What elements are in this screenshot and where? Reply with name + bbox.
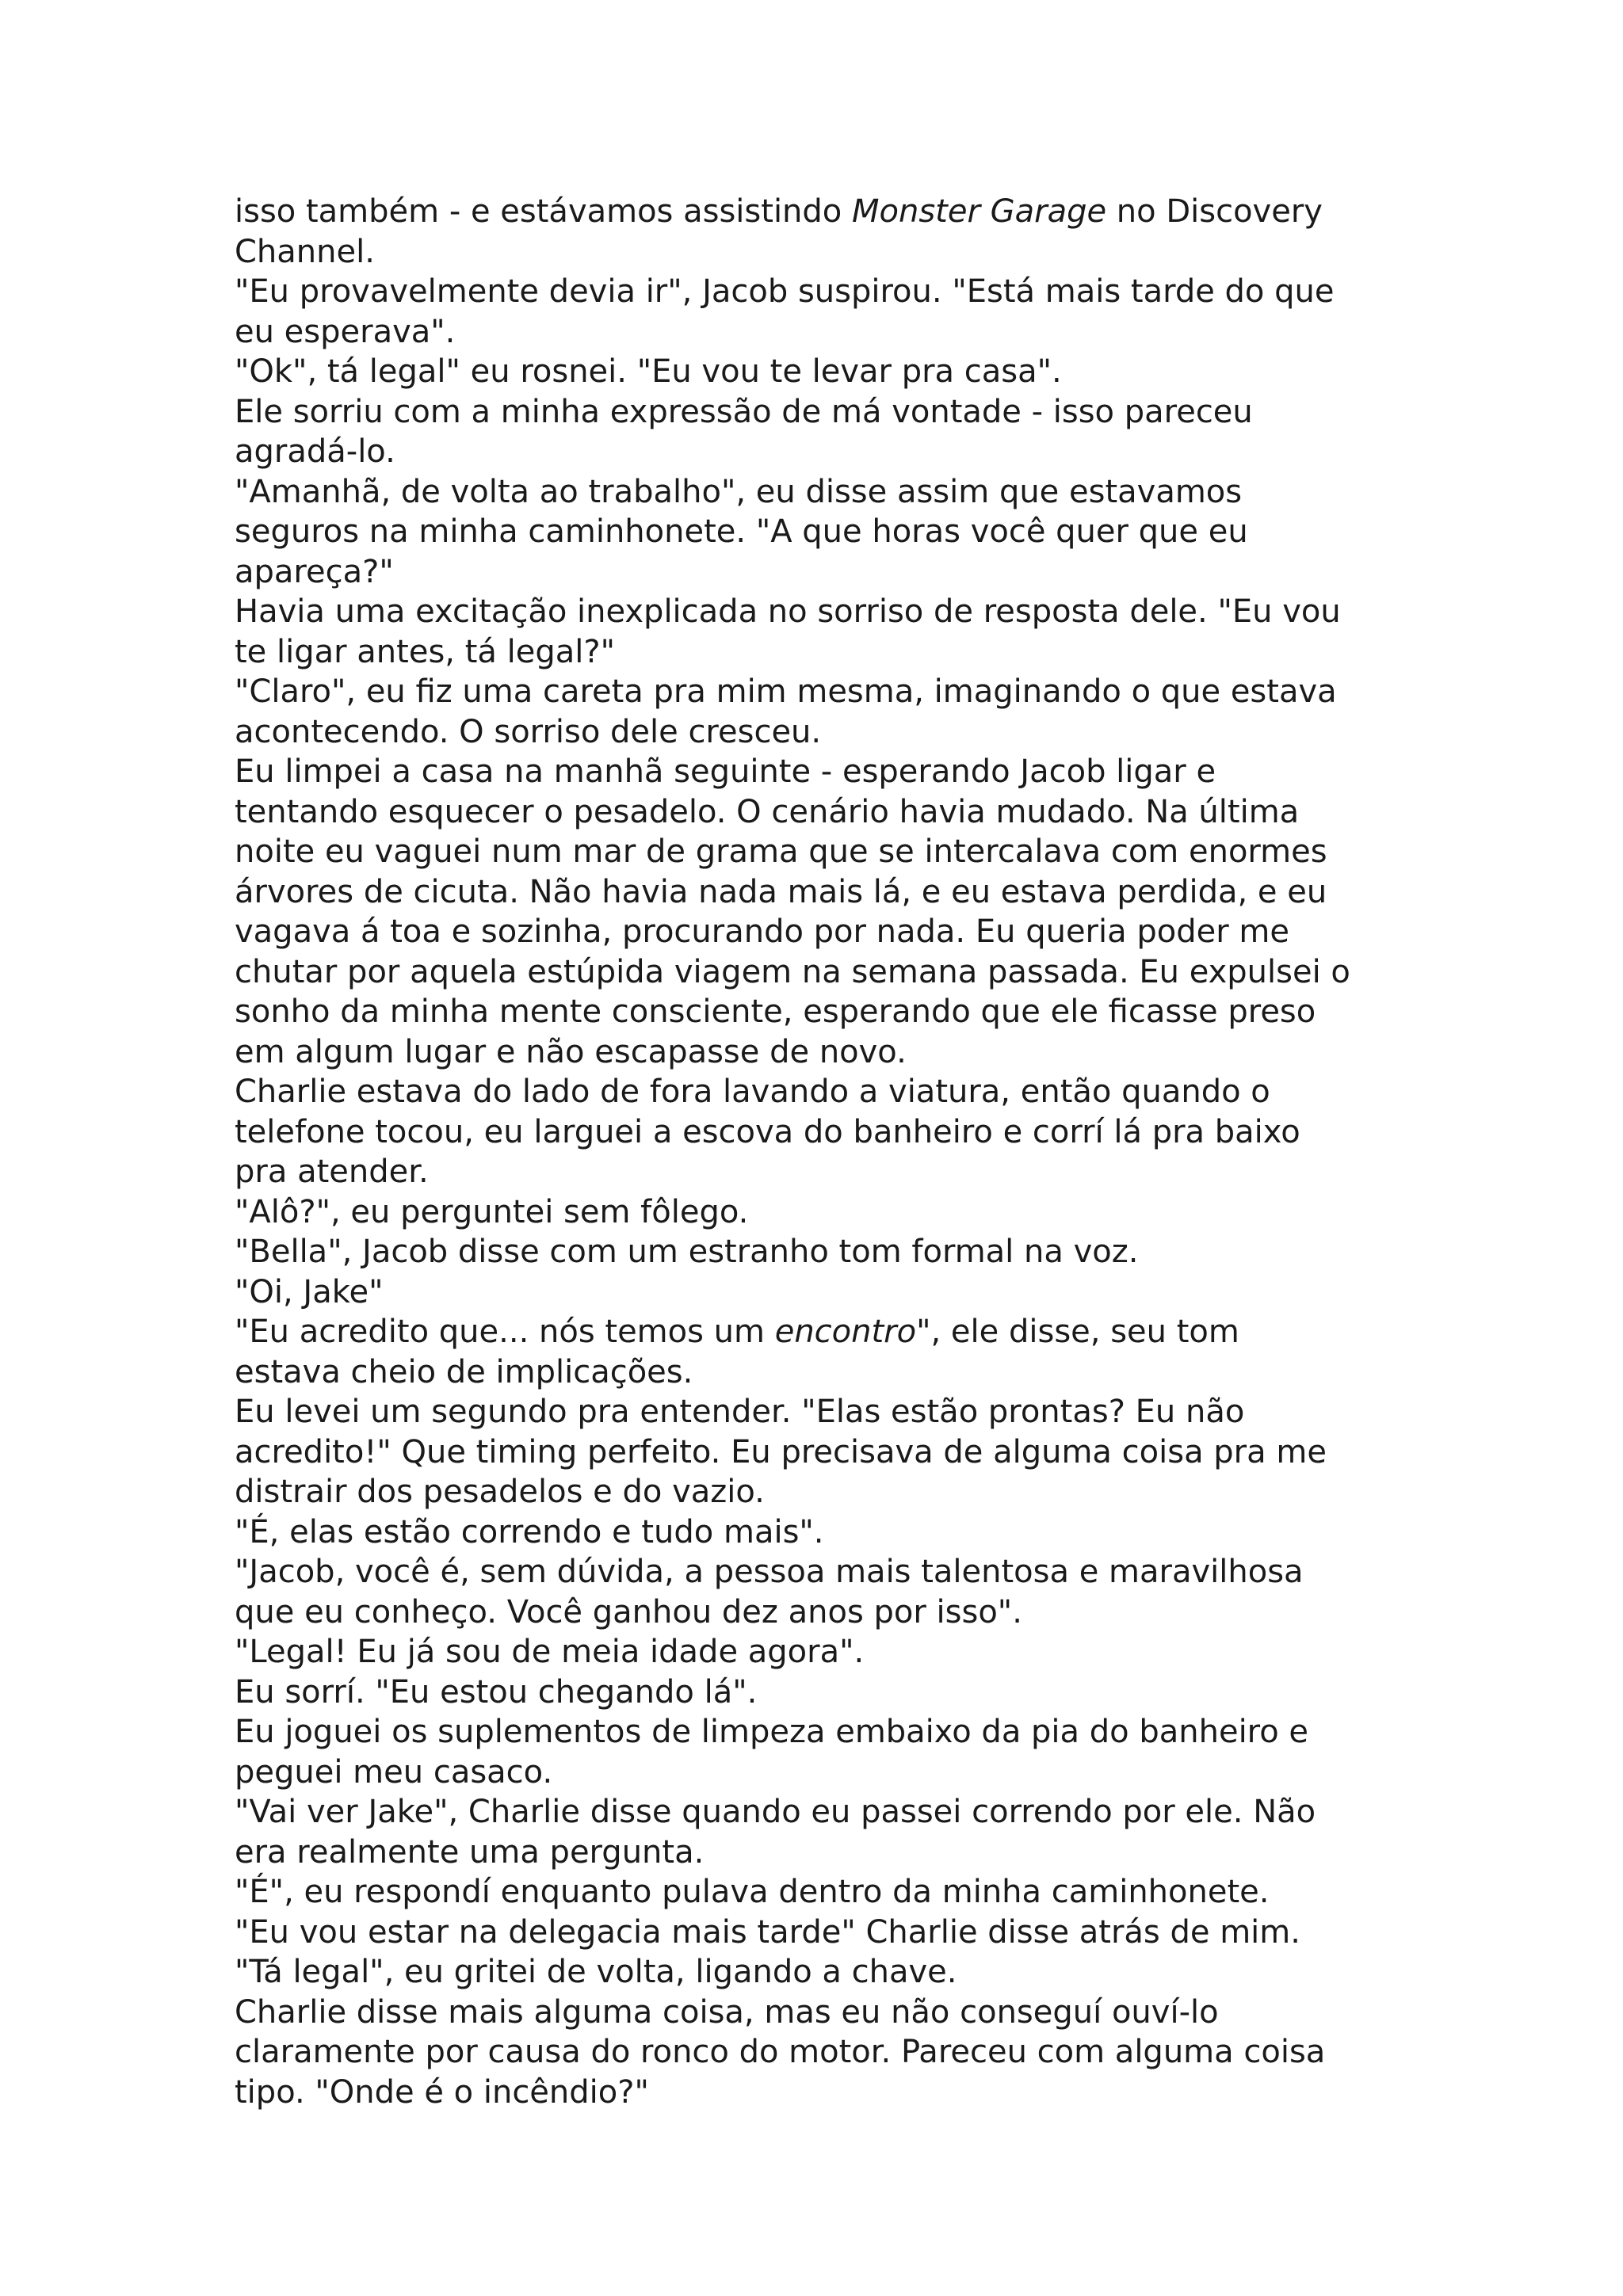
text-segment: peguei meu casaco.: [235, 1753, 553, 1791]
text-segment: acontecendo. O sorriso dele cresceu.: [235, 713, 822, 750]
text-segment: era realmente uma pergunta.: [235, 1833, 705, 1871]
text-segment: pra atender.: [235, 1154, 429, 1190]
text-line: [235, 1432, 1423, 1473]
text-segment: isso também - e estávamos assistindo: [235, 193, 852, 230]
text-segment: acredito!" Que timing perfeito. Eu precisava de alguma coisa pra me: [235, 1433, 1327, 1470]
text-line: [235, 1392, 1423, 1432]
text-line: [235, 272, 1423, 312]
text-segment: noite eu vaguei num mar de grama que se intercalava com enormes: [235, 833, 1327, 870]
text-segment: Eu limpei a casa na manhã seguinte - esperando Jacob ligar e: [235, 753, 1216, 790]
text-line: [235, 1072, 1423, 1112]
text-line: [235, 1232, 1423, 1272]
text-line: [235, 1512, 1423, 1553]
text-line: [235, 952, 1423, 993]
text-segment: Charlie disse mais alguma coisa, mas eu não conseguí ouví-lo: [235, 1993, 1219, 2031]
text-line: [235, 1913, 1423, 1953]
text-segment: Eu levei um segundo pra entender. "Elas estão prontas? Eu não: [235, 1394, 1245, 1430]
text-segment: Eu sorrí. "Eu estou chegando lá".: [235, 1673, 758, 1711]
text-line: [235, 1712, 1423, 1753]
text-line: [235, 832, 1423, 872]
text-line: [235, 1192, 1423, 1233]
text-segment: "Legal! Eu já sou de meia idade agora".: [235, 1634, 865, 1670]
text-line: [235, 992, 1423, 1032]
text-line: [235, 872, 1423, 913]
text-segment: tentando esquecer o pesadelo. O cenário havia mudado. Na última: [235, 793, 1300, 830]
text-segment: claramente por causa do ronco do motor. Pareceu com alguma coisa: [235, 2034, 1326, 2070]
text-segment: "Amanhã, de volta ao trabalho", eu disse assim que estavamos: [235, 473, 1243, 510]
text-segment: telefone tocou, eu larguei a escova do banheiro e corrí lá pra baixo: [235, 1113, 1300, 1150]
text-line: [235, 352, 1423, 392]
text-line: [235, 912, 1423, 952]
text-segment: te ligar antes, tá legal?": [235, 633, 615, 670]
text-segment: "Eu acredito que... nós temos um: [235, 1314, 775, 1350]
text-line: [235, 472, 1423, 513]
text-segment: estava cheio de implicações.: [235, 1353, 693, 1390]
text-line: [235, 1792, 1423, 1833]
text-line: [235, 1672, 1423, 1713]
text-line: [235, 632, 1423, 673]
text-line: [235, 1272, 1423, 1313]
text-line: [235, 1472, 1423, 1512]
text-segment: "É", eu respondí enquanto pulava dentro da minha caminhonete.: [235, 1874, 1270, 1910]
text-segment: ", ele disse, seu tom: [916, 1314, 1239, 1350]
text-segment: agradá-lo.: [235, 433, 395, 470]
text-segment: "É, elas estão correndo e tudo mais".: [235, 1513, 824, 1550]
text-line: [235, 1312, 1423, 1352]
text-segment: eu esperava".: [235, 313, 456, 350]
text-line: [235, 1032, 1423, 1073]
text-line: [235, 1632, 1423, 1672]
text-segment: "Ok", tá legal" eu rosnei. "Eu vou te levar pra casa".: [235, 353, 1062, 390]
text-line: [235, 792, 1423, 833]
text-segment: Eu joguei os suplementos de limpeza embaixo da pia do banheiro e: [235, 1714, 1309, 1750]
text-segment: "Jacob, você é, sem dúvida, a pessoa mais talentosa e maravilhosa: [235, 1554, 1304, 1590]
text-line: [235, 312, 1423, 353]
text-line: [235, 712, 1423, 753]
text-segment: vagava á toa e sozinha, procurando por nada. Eu queria poder me: [235, 913, 1289, 950]
text-segment: seguros na minha caminhonete. "A que horas você quer que eu: [235, 513, 1248, 550]
text-line: [235, 1352, 1423, 1393]
text-segment: apareça?": [235, 553, 394, 590]
text-line: [235, 1112, 1423, 1153]
italic-title: Monster Garage: [851, 193, 1107, 230]
text-segment: "Bella", Jacob disse com um estranho tom formal na voz.: [235, 1234, 1139, 1270]
text-segment: Ele sorriu com a minha expressão de má vontade - isso pareceu: [235, 393, 1253, 430]
text-segment: Charlie estava do lado de fora lavando a viatura, então quando o: [235, 1074, 1270, 1110]
text-line: [235, 1993, 1423, 2033]
text-line: [235, 592, 1423, 632]
text-line: [235, 1753, 1423, 1793]
text-line: [235, 512, 1423, 552]
text-segment: "Alô?", eu perguntei sem fôlego.: [235, 1193, 749, 1230]
text-line: [235, 552, 1423, 593]
text-line: [235, 672, 1423, 712]
text-segment: "Eu vou estar na delegacia mais tarde" Charlie disse atrás de mim.: [235, 1913, 1300, 1951]
text-line: [235, 1952, 1423, 1993]
text-line: [235, 432, 1423, 472]
text-segment: "Oi, Jake": [235, 1273, 384, 1310]
text-segment: chutar por aquela estúpida viagem na semana passada. Eu expulsei o: [235, 953, 1350, 990]
text-line: [235, 2073, 1423, 2113]
text-segment: árvores de cicuta. Não havia nada mais lá, e eu estava perdida, e eu: [235, 873, 1327, 910]
text-segment: que eu conheço. Você ganhou dez anos por isso".: [235, 1593, 1022, 1630]
text-line: [235, 1872, 1423, 1913]
text-segment: tipo. "Onde é o incêndio?": [235, 2073, 649, 2111]
text-segment: "Tá legal", eu gritei de volta, ligando a chave.: [235, 1954, 957, 1990]
text-line: [235, 1592, 1423, 1633]
text-segment: distrair dos pesadelos e do vazio.: [235, 1474, 765, 1510]
text-segment: "Vai ver Jake", Charlie disse quando eu passei correndo por ele. Não: [235, 1794, 1316, 1830]
text-segment: Channel.: [235, 233, 375, 270]
text-segment: "Eu provavelmente devia ir", Jacob suspirou. "Está mais tarde do que: [235, 273, 1335, 310]
text-segment: em algum lugar e não escapasse de novo.: [235, 1033, 907, 1070]
body-text: [235, 192, 1423, 2112]
text-line: [235, 1552, 1423, 1592]
text-segment: "Claro", eu fiz uma careta pra mim mesma, imaginando o que estava: [235, 673, 1337, 710]
text-segment: sonho da minha mente consciente, esperando que ele ficasse preso: [235, 994, 1316, 1030]
text-line: [235, 1833, 1423, 1873]
text-line: [235, 392, 1423, 433]
text-line: [235, 192, 1423, 232]
text-segment: no Discovery: [1106, 193, 1323, 230]
text-line: [235, 1152, 1423, 1192]
text-line: [235, 232, 1423, 273]
text-line: [235, 2032, 1423, 2073]
italic-title: encontro: [774, 1314, 917, 1350]
text-segment: Havia uma excitação inexplicada no sorriso de resposta dele. "Eu vou: [235, 593, 1341, 630]
text-line: [235, 752, 1423, 792]
